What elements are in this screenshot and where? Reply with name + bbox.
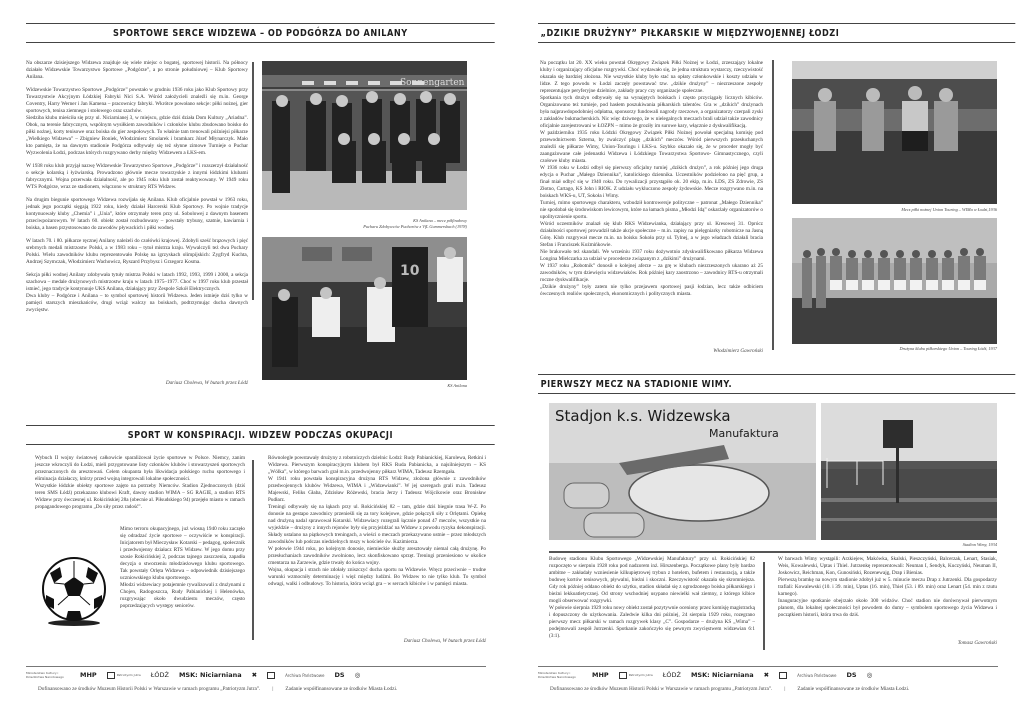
article-title-konspiracja: [26, 425, 495, 445]
paragraph: W połowie sierpnia 1929 roku nowy obiekt został pozytywnie oceniony przez komisję magistracką i dopuszczony do użytkowania. Zaledwie kilka dni później, 24 sierpnia 1929 roku, rozegrano pierwszy mecz piłkarski w ramach rozgrywek klasy „C”. Gospodarze – drużyna KS „Wima” – podejmowali zespół Jutrzenki. Spotkanie zakończyło się pewnym zwycięstwem widzewian 6:1 (3:1).: [549, 605, 755, 639]
paragraph: Na obszarze dzisiejszego Widzewa znajduje się wiele miejsc o bogatej, sportowej historii. Na północy działało Widzewskie Towarzystwo Sportowe „Podgórze”, a po stronie południowej – Klub Sportowy Anilana.: [26, 60, 248, 80]
separator: |: [272, 686, 274, 692]
svg-text:Sonnengarten: Sonnengarten: [400, 78, 465, 88]
article-signature: Dariusz Cholewa, W butach przez Łódź: [165, 380, 248, 386]
paragraph: Równolegle powstawały drużyny z robotniczych dzielnic Łodzi: Rudy Pabianickiej, Karolewa, Retkini i Widzewa. Pierwszym konspiracyjnym klubem był RKS Ruda Pabianicka, a najsilniejszym – KS „Wólka”, w którego barwach grał m.in. przedwojenny piłkarz WIMA, Tadeusz Rzemgała.: [268, 455, 486, 475]
paragraph: „Dzikie drużyny” były zatem nie tylko przejawem sportowej pasji łodzian, lecz także odbiciem ówczesnych realiów społecznych, ekonomicznych i politycznych miasta.: [540, 284, 763, 297]
paragraph: Widzewskie Towarzystwo Sportowe „Podgórze” powstało w grudniu 1936 roku jako Klub Sportowy przy Towarzystwie Akcyjnym Łódzkiej Fabryki Nici S.A. Wśród założycieli znaleźli się m.in. George Coventry, Harry Werner i Jan Kamena – pracownicy fabryki. Wkrótce powołano sekcje: piłki nożnej, gier sportowych, tenisa ziemnego i stołowego oraz szachów.: [26, 87, 248, 114]
logo-lodz: ŁÓDŹ: [662, 671, 681, 679]
paragraph: W 1936 roku w Łodzi odbył się pierwszy oficjalny turniej „dzikich drużyn”, a rok później jego druga edycja o Puchar „Małego Dziennika”, katolickiego dziennika. Uczestników podzielono na pięć grup, a finał miał odbyć się w 1940 roku. Do rywalizacji przystąpiło ok. 20 ekip, m.in. ŁDS, ZS Zdrowie, ZS Złotno, Cartago, KS John i RIOK. Z udziału wykluczono zespoły żydowskie. Mecze rozgrywano m.in. na boiskach WKS-u, UT, Sokoła i Wimy.: [540, 165, 763, 199]
title-text: SPORT W KONSPIRACJI. WIDZEW PODCZAS OKUPACJI: [127, 429, 394, 441]
article-signature: Tomasz Gawroński: [957, 640, 997, 646]
logo-mkidn: Ministerstwo Kultury i Dziedzictwa Narodowego: [538, 671, 576, 679]
photo-caption-anilana: KS Anilana: [447, 383, 467, 388]
photo-anilana-team: [262, 61, 467, 210]
title-text: „DZIKIE DRUŻYNY” PIŁKARSKIE W MIĘDZYWOJENNEJ ŁODZI: [540, 27, 840, 39]
logo-ds: DS: [334, 671, 345, 679]
photo-caption-team-1937: Drużyna klubu piłkarskiego Union – Touring Łódź, 1937: [899, 346, 997, 351]
soccer-ball-icon: [38, 555, 110, 627]
funding-note-right: Zadanie współfinansowane ze środków Miasta Łodzi.: [797, 686, 910, 692]
footer-divider: [26, 666, 486, 667]
logo-msk-niciarniana: MSK: Niciarniana: [178, 671, 242, 679]
funding-note-left: Dofinansowano ze środków Muzeum Historii Polski w Warszawie w ramach programu „Patriotyzm Jutra”.: [38, 686, 261, 692]
paragraph: Młodzi widzewiacy potajemnie rywalizowali z drużynami z Chojen, Radogoszcza, Rudy Pabianickiej i Helenówka, rozgrywając około dwudziestu meczów, często poprzedzających występy seniorów.: [120, 582, 245, 609]
photo-anilana-match: [262, 237, 467, 380]
paragraph: Mimo terroru okupacyjnego, już wiosną 1940 roku zaczęło się odradzać życie sportowe – oczywiście w konspiracji. Inicjatorem był Mieczysław Kotarski – pedagog, społecznik i przedwojenny działacz RTS Widzew. W jego domu przy szosie Rokicińskiej 2, podczas tajnego zaszczenia, zapadła decyzja o stworzeniu młodzieżowego klubu sportowego. Tak powstały Orlęta Widzewa – odpowiednik dzisiejszego uczniowskiego klubu sportowego.: [120, 526, 245, 581]
logo-mhp: MHP: [592, 671, 609, 679]
photo-union-touring-wima-match: [792, 61, 997, 204]
logo-patriotyzm-jutra: Patriotyzm Jutra: [107, 672, 141, 679]
logo-archiwa-panstwowe: Archiwa Państwowe: [285, 672, 325, 678]
photo-caption-stadion-1934: Stadion Wimy, 1934: [962, 542, 997, 547]
logo-lodz: ŁÓDŹ: [150, 671, 169, 679]
logo-msk-niciarniana: MSK: Niciarniana: [690, 671, 754, 679]
logo-ds: DS: [846, 671, 857, 679]
paragraph: W latach 70. i 80. piłkarze ręcznej Anilany należeli do czołówki krajowej. Zdobyli sześć brązowych i pięć srebrnych medali mistrzostw Polski, a w 1983 roku – tytuł mistrza kraju. Wywalczyli też dwa Puchary Polski. Wielu zawodników klubu reprezentowało Polskę na igrzyskach olimpijskich: Zygfryd Kuchta, Andrzej Szymczak, Włodzimierz Wachowicz, Ryszard Przybysz i Grzegorz Kosma.: [26, 238, 248, 265]
paragraph: W 1937 roku „Robotnik” donosił o kolejnej aferze – za grę w klubach niezrzeszonych ukarano aż 25 zawodników, w tym dziewięciu widzewiaków. Rok później kary zaostrzono – zawodnicy RTS-u otrzymali roczne dyskwalifikacje.: [540, 263, 763, 283]
right-page: [512, 0, 1024, 724]
paragraph: Wszystkie łódzkie obiekty sportowe zajęto na potrzeby Niemców. Stadion Zjednoczonych (dziś teren SMS Łódź) przekazano klubowi Kraft, dawny stadion WIMA – SG RAGIE, a stadion RTS Widzew przy ówczesnej ul. Rokicińskiej 28a (obecnie al. Piłsudskiego 94) przejęło miasto w ramach propagandowego programu „Do siły przez radość”.: [35, 483, 245, 510]
article-body-podgorze: [26, 60, 248, 320]
paragraph: Wybuch II wojny światowej całkowicie sparaliżował życie sportowe w Polsce. Niemcy, zanim jeszcze wkroczyli do Łodzi, mieli przygotowane listy członków klubów i stowarzyszeń sportowych przeznaczonych do aresztowań. Celem okupanta była likwidacja polskiego ruchu sportowego i eliminacja działaczy, którzy przed wojną integrowali lokalne społeczności.: [35, 455, 245, 482]
logo-patriotyzm-jutra: Patriotyzm Jutra: [619, 672, 653, 679]
photo-stadion-drawing: [549, 403, 816, 540]
paragraph: Siedziba klubu mieściła się przy ul. Niciarnianej 3, w miejscu, gdzie dziś działa Dom Kultury „Ariadna”. Obok, na terenie fabrycznym, wspólnym wysiłkiem zawodników i członków klubu zbudowano boisko do piłki nożnej, korty tenisowe oraz boiska do gier zespołowych. To właśnie tam trenowali późniejsi piłkarze „Wielkiego Widzewa” – Zbigniew Boniek, Włodzimierz Smolarek i bramkarz Józef Młynarczyk. Mało kto pamięta, że na dawnym stadionie Podgórza odbywały się też słynne zimowe Turnieje o Puchar Wyzwolenia Łodzi, podczas których rozgrywano derby między Widzewem a ŁKS-em.: [26, 115, 248, 156]
article-divider: [549, 551, 997, 553]
logo-zielony-widzew: ✖: [251, 671, 258, 679]
logo-mkidn: Ministerstwo Kultury i Dziedzictwa Narodowego: [26, 671, 64, 679]
footer-divider: [538, 666, 998, 667]
paragraph: Wojna, okupacja i strach nie zdołały zniszczyć ducha sportu na Widzewie. Wręcz przeciwnie – trudne warunki wzmocniły determinację i więź między ludźmi. Bo Widzew to nie tylko klub. To symbol odwagi, walki i odbudowy. To historia, która wciąż gra – w sercach kibiców i w pamięci miasta.: [268, 567, 486, 587]
article-title-podgorze-anilana: [26, 23, 495, 43]
paragraph: Nie brakowało też skandali. We wrześniu 1937 roku dożywotnio zdyskwalifikowano piłkarza Widzewa Longina Mielczarka za udział w procederze związanym z „dzikimi” drużynami.: [540, 249, 763, 262]
funding-note: [38, 686, 397, 692]
paragraph: Inauguracyjne spotkanie obejrzało około 300 widzów. Choć stadion nie dorównywał pierwotnym planom, dla lokalnej społeczności był powodem do dumy – symbolem sportowego życia Widzewa i początkiem historii, która trwa do dziś.: [778, 598, 997, 618]
sponsor-logos: [26, 671, 486, 679]
title-text: PIERWSZY MECZ NA STADIONIE WIMY.: [540, 378, 733, 390]
column-divider: [252, 460, 254, 640]
article-body-stadion-col1: [549, 556, 755, 640]
photo-caption-anilana-team: [262, 218, 467, 230]
column-divider: [763, 562, 765, 650]
article-signature: Dariusz Cholewa, W butach przez Łódź: [403, 638, 486, 644]
logo-nac: [779, 672, 787, 679]
paragraph: Dwa kluby – Podgórze i Anilana – to symbol sportowej historii Widzewa. Jeden istnieje dziś tylko w pamięci starszych mieszkańców, drugi wciąż walczy na boiskach, podtrzymując ducha dawnych zwycięstw.: [26, 293, 248, 313]
paragraph: Turniej, mimo sportowego charakteru, wzbudził kontrowersje polityczne – patronat „Małego Dziennika” nie spodobał się środowiskom lewicowym, które na łamach pisma „Młodzi Idą” oskarżały organizatorów o upolitycznienie sportu.: [540, 200, 763, 220]
logo-lodz-circle: ◎: [354, 671, 361, 679]
logo-lodz-circle: ◎: [866, 671, 873, 679]
paragraph: W 1938 roku klub przyjął nazwę Widzewskie Towarzystwo Sportowe „Podgórze” i rozszerzył działalność o sekcje kolarską i łyżwiarską. Prowadzono głównie mecze towarzyskie z innymi łódzkimi klubami fabrycznymi. Wojna przerwała działalność, ale po 1945 roku klub został reaktywowany. W 1949 roku WTS Podgórze, wraz ze stadionem, włączono w struktury RTS Widzew.: [26, 163, 248, 190]
caption-line: KS Anilana – mecz półfinałowy: [413, 218, 467, 223]
photo-stadion-wimy-1934: [821, 403, 997, 540]
paragraph: Budowę stadionu Klubu Sportowego „Widzewskiej Manufaktury” przy ul. Rokicińskiej 82 rozpoczęto w sierpniu 1928 roku pod nadzorem inż. Hirszenberga. Początkowe plany były bardzo ambitne – zakładały wzniesienie kilkupiętrowej trybun z hotelem, bufetem i restauracją, a także budowę kortów tenisowych, pływalni, bieżni i skoczni. Rzeczywistość okazała się skromniejsza. Gdy rok później oddano obiekt do użytku, stadion składał się z ogrodzonego boiska piłkarskiego i bieżni lekkoatletycznej. Od strony wschodniej usypano niewielki wał ziemny, z którego kibice mogli obserwować rozgrywki.: [549, 556, 755, 604]
title-text: SPORTOWE SERCE WIDZEWA – OD PODGÓRZA DO ANILANY: [113, 27, 408, 39]
column-divider: [252, 62, 254, 300]
funding-note: [550, 686, 909, 692]
svg-text:Manufaktura: Manufaktura: [709, 427, 779, 440]
paragraph: Treningi odbywały się na łąkach przy ul. Rokicińskiej 82 – tam, gdzie dziś biegnie trasa W-Z. Po donosie na gestapo zawodnicy przenieśli się za tory kolejowe, gdzie połączyli siły z Orlętami. Opiekę nad drużyną nadal sprawował Kotarski. Widzewiacy rozegrali łącznie ponad 47 meczów, wszystkie na wyjeździe – drużyny z innych rejonów były się przyjeżdżać na Widzew z powodu ryzyka dekonspiracji. Składy ustalano na piątkowych treningach, a wieści o meczach przekazywano ustnie – przez młodszych zawodników lub podczas niedzielnych mszy w kościele św. Kazimierza.: [268, 504, 486, 545]
paragraph: W połowie 1944 roku, po kolejnym donosie, niemieckie służby aresztowały niemal całą drużynę. Po przesłuchaniach zawodników zwolniono, lecz skonfiskowano sprzęt. Treningi przeniesiono w okolice cmentarza na Zarzewie, gdzie trwały do końca wojny.: [268, 546, 486, 566]
logo-mhp: MHP: [80, 671, 97, 679]
article-body-stadion-col2: [778, 556, 997, 619]
paragraph: Pierwszą bramkę na nowym stadionie zdobył już w 5. minucie meczu Drap z Jutrzenki. Dla gospodarzy trafiali: Kowalewski (10. i 39. min), Uptas (16. min), Thiel (53. i 89. min) oraz Lenart (54. min z rzutu karnego).: [778, 577, 997, 597]
caption-line: Pucharu Zdobywców Pucharów z VfL Gummersbach (1978): [363, 224, 467, 229]
article-signature: Włodzimierz Gawroński: [713, 348, 763, 354]
article-body-konspiracja-col1: [35, 455, 245, 511]
logo-zielony-widzew: ✖: [763, 671, 770, 679]
article-body-dzikie-druzyny: [540, 60, 763, 298]
article-body-konspiracja-col2: [268, 455, 486, 588]
funding-note-left: Dofinansowano ze środków Muzeum Historii Polski w Warszawie w ramach programu „Patriotyzm Jutra”.: [550, 686, 773, 692]
paragraph: Spotkania tych drużyn odbywały się na wynajętych boiskach i często przyciągały licznych kibiców. Organizowano też turnieje, pod hasłem poszukiwania piłkarskich talentów. Gra w „dzikich” drużynach była najprawdopodobniej odpłatna, sponsorzy fundowali nagrody rzeczowe, a organizatorzy czerpali zyski z zakładów bukmacherskich. Nic więc dziwnego, że w nielegalnych meczach brali udział także zawodnicy oficjalnie zarejestrowani w ŁOZPN – mimo że groziły im surowe kary, włącznie z dyskwalifikacją.: [540, 95, 763, 129]
svg-text:Stadjon k.s. Widzewska: Stadjon k.s. Widzewska: [555, 407, 731, 425]
paragraph: Na drugim biegunie sportowego Widzewa rozwijała się Anilana. Klub oficjalnie powstał w 1963 roku, jednak jego początki sięgają 1922 roku, kiedy działał Harcerski Klub Sportowy. Po wojnie tradycje kontynuowały kluby „Chemia” i „Unia”, które otrzymały teren przy ul. Sobolowej z dawnym basenem przeciwpożarowym. W latach 60. obiekt został rozbudowany – powstały trybuny, szatnie, kawiarnia i boiska, a basen przystosowano do zawodów pływackich i piłki wodnej.: [26, 197, 248, 231]
paragraph: Na początku lat 20. XX wieku powstał Okręgowy Związek Piłki Nożnej w Łodzi, zrzeszający lokalne kluby i organizujący oficjalne rozgrywki. Choć wydawało się, że jedna struktura wystarczy, rzeczywistość okazała się bardziej złożona. Nie wszystkie kluby było stać na opłaty członkowskie i koszty udziału w lidze. Z tego powodu w Łodzi zaczęły powstawać tzw. „dzikie drużyny” – niezrzeszone zespoły reprezentujące peryferyjne dzielnice, zakłady pracy czy organizacje społeczne.: [540, 60, 763, 94]
logo-nac: [267, 672, 275, 679]
article-body-konspiracja-col1-wrap: [120, 526, 245, 610]
separator: |: [784, 686, 786, 692]
paragraph: W październiku 1935 roku Łódzki Okręgowy Związek Piłki Nożnej powołał specjalną komisję pod przewodnictwem Szterna, by zwalczyć plagę „dzikich” meczów. Wśród pierwszych przesłuchanych znaleźli się piłkarze Wimy, Union-Touringu i ŁKS-u. Szybko okazało się, że w proceder mogły być zaangażowane całe jedenastki Widzewa i Łódzkiego Towarzystwa Sportowo- Gimnastycznego, czyli czołowe kluby miasta.: [540, 130, 763, 164]
column-divider: [772, 60, 774, 350]
svg-text:10: 10: [400, 263, 420, 279]
article-title-stadion-wimy: [538, 374, 1015, 394]
paragraph: W barwach Wimy wystąpili: Arzkiejew, Makówka, Skalski, Pieszczyński, Balcerzak, Lenart, Stasiak, Weis, Kowalewski, Uptas i Thiel. Jutrzenkę reprezentowali: Neuman I, Sendyk, Kuczyński, Neuman II, Joskowicz, Reichman, Kon, Gunosiński, Rozenewajg, Drap i Bienias.: [778, 556, 997, 576]
paragraph: W 1941 roku powstała konspiracyjna drużyna RTS Widzew, złożona głównie z zawodników przedwojennych klubów Widzewa, WIMA i „Widzewianki”. W jej szeregach grali m.in. Tadeusz Majewski, Feliks Głaba, Zdzisław Różewski, bracia Jerzy i Tadeusz Wójcikowie oraz Bronisław Pudłarz.: [268, 476, 486, 503]
sponsor-logos: [538, 671, 998, 679]
logo-archiwa-panstwowe: Archiwa Państwowe: [797, 672, 837, 678]
funding-note-right: Zadanie współfinansowane ze środków Miasta Łodzi.: [285, 686, 398, 692]
paragraph: Wśród uczestników znalazł się klub RKS Widzewianka, działający przy ul. Kresowej 31. Oprócz działalności sportowej prowadził także akcje społeczne – m.in. zapisy na pielęgniarky robotnicze na Jasną Górę. Klub rozgrywał mecze m.in. na boisku Sokoła przy ul. Tylnej, a w jego władzach działali bracia Stefan i Franciszek Koźmińkowie.: [540, 221, 763, 248]
photo-union-touring-team: [792, 218, 997, 344]
photo-caption-match-1936: Mecz piłki nożnej Union Touring – WIMa w Łodzi,1936: [901, 207, 997, 212]
article-title-dzikie-druzyny: [538, 23, 1015, 43]
paragraph: Sekcja piłki wodnej Anilany zdobywała tytuły mistrza Polski w latach 1992, 1993, 1999 i 2000, a sekcja szachowa – medale drużynowych mistrzostw kraju w latach 1975–1977. Choć w 1997 roku klub przestał istnieć, jego tradycje kontynuuje UKS Anilana, działający przy Zespole Szkół Elektrycznych.: [26, 272, 248, 292]
